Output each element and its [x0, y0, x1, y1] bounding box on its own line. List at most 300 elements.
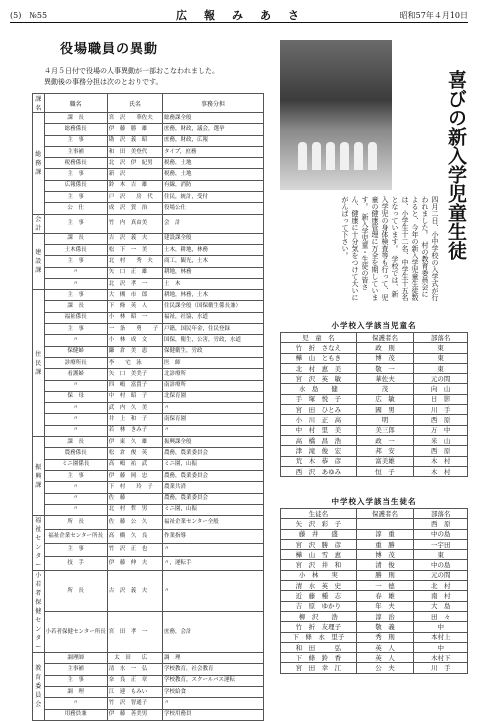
student-name: 近 藤 種 志: [281, 591, 357, 601]
column-header: 課名: [33, 94, 45, 113]
duties: 耕地，林務，土木: [163, 290, 264, 301]
guardian-name: 華佐夫: [356, 374, 414, 384]
duties: 有線，消防: [163, 180, 264, 191]
personnel-intro: [44, 66, 219, 88]
student-row: [281, 581, 468, 591]
personnel-row: [33, 529, 264, 543]
personnel-row: [33, 504, 264, 515]
duties: 調 理: [163, 653, 264, 664]
guardian-name: 明: [356, 415, 414, 425]
job-title: 〃: [44, 380, 107, 391]
student-name: 清 水 英 史: [281, 581, 357, 591]
duties: 〃: [163, 403, 264, 414]
staff-name: 奈 良 正 章: [107, 675, 162, 686]
duties: 土木，耕地，林務: [163, 244, 264, 255]
personnel-row: [33, 244, 264, 255]
student-row: [281, 550, 468, 560]
issue-date: 昭和57年４月10日: [399, 11, 468, 20]
guardian-name: 富美雄: [356, 456, 414, 466]
duties: 総務課全般: [163, 113, 264, 124]
student-name: 高 橋 昌 浩: [281, 435, 357, 445]
village-name: 日 影: [414, 394, 468, 404]
duties: 学校用務員: [163, 709, 264, 720]
duties: 〃: [163, 543, 264, 557]
middle-table-body: [281, 519, 468, 673]
page-number: (5) №55: [10, 11, 48, 20]
personnel-row: [33, 414, 264, 425]
guardian-name: 清 俊: [356, 560, 414, 570]
job-title: 公 仕: [44, 203, 107, 214]
student-name: 藤 井 盛: [281, 529, 357, 539]
student-row: [281, 539, 468, 549]
student-name: 吉 原 ゆかり: [281, 601, 357, 611]
article-title: 喜びの新入学児童生徒: [445, 70, 467, 260]
job-title: 主 事: [44, 324, 107, 335]
personnel-row: [33, 113, 264, 124]
duties: 〃: [163, 698, 264, 709]
student-row: [281, 343, 468, 353]
student-name: 下 條 鈴 香: [281, 653, 357, 663]
duties: 福祉企業センター全般: [163, 516, 264, 530]
personnel-row: [33, 380, 264, 391]
student-name: 西 沢 あゆみ: [281, 466, 357, 476]
staff-name: 伊 藤 勝 雄: [107, 124, 162, 135]
village-name: 南 村: [414, 591, 468, 601]
duties: 農業共済: [163, 482, 264, 493]
staff-name: 矢 口 美美子: [107, 369, 162, 380]
staff-name: 松 下 一 美: [107, 244, 162, 255]
duties: 〃: [163, 571, 264, 612]
job-title: 主 事: [44, 192, 107, 203]
village-name: 向 山: [414, 384, 468, 394]
duties: 税務，土地: [163, 158, 264, 169]
job-title: 診療所長: [44, 357, 107, 368]
column-header: 生徒名: [281, 509, 357, 519]
duties: 耕地，林務: [163, 267, 264, 278]
guardian-name: 公 夫: [356, 663, 414, 673]
staff-name: 小 林 昭 一: [107, 312, 162, 323]
duties: 振興課全般: [163, 437, 264, 448]
personnel-row: [33, 301, 264, 312]
personnel-row: [33, 543, 264, 557]
job-title: 〃: [44, 278, 107, 289]
personnel-title: 役場職員の異動: [60, 42, 159, 57]
duties: 福祉，社協，水道: [163, 312, 264, 323]
department-name: 振興課: [33, 437, 45, 516]
duties: 医 師: [163, 357, 264, 368]
personnel-row: [33, 203, 264, 214]
personnel-row: [33, 698, 264, 709]
intro-line: ４月５日付で役場の人事異動が一部おこなわれました。: [44, 67, 219, 75]
student-row: [281, 363, 468, 373]
job-title: 総務係長: [44, 124, 107, 135]
department-name: 建設課: [33, 233, 45, 289]
page-header: [10, 6, 468, 22]
student-row: [281, 446, 468, 456]
village-name: 米 山: [414, 435, 468, 445]
student-name: 手 塚 悦 子: [281, 394, 357, 404]
personnel-row: [33, 256, 264, 267]
staff-name: 小 林 成 文: [107, 335, 162, 346]
personnel-row: [33, 664, 264, 675]
duties: 北保育園: [163, 391, 264, 402]
duties: 農務，農業委員会: [163, 493, 264, 504]
personnel-row: [33, 653, 264, 664]
header-rule: [10, 22, 468, 23]
job-title: 調 理: [44, 686, 107, 697]
student-name: 竹 折 さなえ: [281, 343, 357, 353]
guardian-name: 恒 子: [356, 466, 414, 476]
duties: 農務，農業委員会: [163, 470, 264, 481]
staff-name: 大 槻 市 郎: [107, 290, 162, 301]
personnel-row: [33, 557, 264, 571]
staff-name: 竹 沢 智通子: [107, 698, 162, 709]
job-title: 主 事: [44, 135, 107, 146]
job-title: 土木係長: [44, 244, 107, 255]
student-row: [281, 394, 468, 404]
column-header: 保護者名: [356, 333, 414, 343]
personnel-row: [33, 135, 264, 146]
personnel-row: [33, 391, 264, 402]
personnel-row: [33, 709, 264, 720]
job-title: 主 事: [44, 169, 107, 180]
staff-name: 北 村 哲 男: [107, 504, 162, 515]
village-name: 中: [414, 622, 468, 632]
personnel-row: [33, 278, 264, 289]
department-name: 教育委員会: [33, 653, 45, 721]
job-title: 〃: [44, 482, 107, 493]
duties: 学校教育，社会教育: [163, 664, 264, 675]
village-name: 一宇田: [414, 539, 468, 549]
job-title: 主 事: [44, 675, 107, 686]
staff-name: 宮 田 孝 一: [107, 612, 162, 653]
job-title: 農務係長: [44, 448, 107, 459]
village-name: 木 村: [414, 466, 468, 476]
staff-name: 矢 口 正 雄: [107, 267, 162, 278]
staff-name: 宮 沢 華佐夫: [107, 113, 162, 124]
guardian-name: 重 勝: [356, 539, 414, 549]
guardian-name: 淳 重: [356, 529, 414, 539]
village-name: 西 原: [414, 519, 468, 529]
personnel-row: [33, 124, 264, 135]
student-name: 樺 山 雪 恵: [281, 550, 357, 560]
duties: 〃，運転手: [163, 557, 264, 571]
personnel-row: [33, 180, 264, 191]
staff-name: 新 沢: [107, 169, 162, 180]
job-title: 主 事: [44, 214, 107, 233]
staff-name: 北 沢 孝 一: [107, 278, 162, 289]
personnel-row: [33, 482, 264, 493]
duties: 北診療所: [163, 369, 264, 380]
student-row: [281, 415, 468, 425]
guardian-name: 博 茂: [356, 550, 414, 560]
village-name: 西 原: [414, 415, 468, 425]
job-title: 広報係長: [44, 180, 107, 191]
staff-name: 清 水 一 弘: [107, 664, 162, 675]
column-header: 部落名: [414, 509, 468, 519]
personnel-row: [33, 357, 264, 368]
personnel-row: [33, 493, 264, 504]
duties: 商工，観光，土木: [163, 256, 264, 267]
staff-name: 太 田 広: [107, 653, 162, 664]
guardian-name: [356, 519, 414, 529]
personnel-row: [33, 403, 264, 414]
village-name: 東: [414, 550, 468, 560]
newsletter-title: 広 報 み あ さ: [176, 9, 302, 22]
village-name: 川 手: [414, 405, 468, 415]
student-name: 荒 木 恭 彦: [281, 456, 357, 466]
guardian-name: 秀 則: [356, 632, 414, 642]
staff-name: 伊 藤 岡 忠: [107, 470, 162, 481]
personnel-row: [33, 146, 264, 157]
student-row: [281, 466, 468, 476]
job-title: 小若者保健センター所長: [44, 612, 107, 653]
personnel-row: [33, 516, 264, 530]
village-name: 中: [414, 642, 468, 652]
personnel-row: [33, 425, 264, 436]
village-name: 東: [414, 363, 468, 373]
staff-name: 和 田 美登代: [107, 146, 162, 157]
column-header: 氏名: [107, 94, 162, 113]
job-title: 主事補: [44, 146, 107, 157]
personnel-row: [33, 571, 264, 612]
village-name: 中の島: [414, 560, 468, 570]
staff-name: 若 林 きみ子: [107, 425, 162, 436]
duties: 農務，農業委員会: [163, 448, 264, 459]
student-name: 下 條 永 里子: [281, 632, 357, 642]
staff-name: 一 条 勇 子: [107, 324, 162, 335]
job-title: 課 長: [44, 301, 107, 312]
personnel-row: [33, 346, 264, 357]
village-name: 川 手: [414, 663, 468, 673]
job-title: 〃: [44, 414, 107, 425]
job-title: 課 長: [44, 233, 107, 244]
guardian-name: 博 茂: [356, 353, 414, 363]
job-title: 〃: [44, 493, 107, 504]
duties: 税務，土地: [163, 169, 264, 180]
village-name: 本村上: [414, 632, 468, 642]
personnel-row: [33, 612, 264, 653]
personnel-row: [33, 686, 264, 697]
personnel-row: [33, 233, 264, 244]
student-name: 柳 沢 浩: [281, 611, 357, 621]
guardian-name: 年 夫: [356, 601, 414, 611]
student-name: 中 村 里 美: [281, 425, 357, 435]
student-row: [281, 560, 468, 570]
student-name: 宮 田 ひとみ: [281, 405, 357, 415]
staff-name: 北 沢 伊 紀男: [107, 158, 162, 169]
student-row: [281, 353, 468, 363]
student-row: [281, 632, 468, 642]
student-row: [281, 591, 468, 601]
department-name: 小若者保健センター: [33, 571, 45, 653]
staff-name: 戸 沢 房 代: [107, 192, 162, 203]
staff-name: 髙 橋 久 良: [107, 529, 162, 543]
job-title: ミニ園係長: [44, 459, 107, 470]
job-title: 主事補: [44, 664, 107, 675]
job-title: 看護婦: [44, 369, 107, 380]
personnel-row: [33, 675, 264, 686]
job-title: 税務係長: [44, 158, 107, 169]
staff-name: 四 嶋 富貴子: [107, 380, 162, 391]
village-name: 東: [414, 353, 468, 363]
job-title: 〃: [44, 425, 107, 436]
staff-name: 井 上 和 子: [107, 414, 162, 425]
village-name: 万 中: [414, 425, 468, 435]
staff-name: 下 條 英 人: [107, 301, 162, 312]
middle-caption: 中学校入学該当生徒名: [331, 497, 417, 506]
village-name: 田 々: [414, 611, 468, 621]
staff-name: 鎌 倉 美 恵: [107, 346, 162, 357]
guardian-name: 広 敏: [356, 394, 414, 404]
personnel-row: [33, 169, 264, 180]
personnel-row: [33, 459, 264, 470]
guardian-name: 勝 則: [356, 570, 414, 580]
student-row: [281, 570, 468, 580]
job-title: 所 長: [44, 516, 107, 530]
student-name: 北 村 恵 美: [281, 363, 357, 373]
personnel-row: [33, 437, 264, 448]
guardian-name: 美三郎: [356, 425, 414, 435]
staff-name: 伊 藤 善美男: [107, 709, 162, 720]
job-title: 〃: [44, 267, 107, 278]
department-name: 会計: [33, 214, 45, 233]
duties: タイプ，庶務: [163, 146, 264, 157]
personnel-row: [33, 214, 264, 233]
staff-name: 佐 藤: [107, 493, 162, 504]
personnel-table-body: [33, 113, 264, 721]
guardian-name: 敬 義: [356, 622, 414, 632]
guardian-name: 英 人: [356, 653, 414, 663]
staff-name: 竹 内 真由美: [107, 214, 162, 233]
column-header: 児 童 名: [281, 333, 357, 343]
job-title: 〃: [44, 335, 107, 346]
staff-name: 武 内 久 美: [107, 403, 162, 414]
primary-table: [280, 332, 468, 477]
job-title: 〃: [44, 403, 107, 414]
student-name: 矢 沢 彩 子: [281, 519, 357, 529]
staff-name: 竹 沢 正 也: [107, 543, 162, 557]
student-name: 小 川 正 高: [281, 415, 357, 425]
duties: ミニ園，山振: [163, 504, 264, 515]
job-title: 用務員兼: [44, 709, 107, 720]
student-row: [281, 529, 468, 539]
guardian-name: 政 則: [356, 343, 414, 353]
job-title: 保 母: [44, 391, 107, 402]
department-name: 住民課: [33, 290, 45, 437]
staff-name: 佐 藤 公 久: [107, 516, 162, 530]
student-name: 宮 沢 井 和: [281, 560, 357, 570]
job-title: 課 長: [44, 113, 107, 124]
village-name: 木 村: [414, 456, 468, 466]
student-row: [281, 519, 468, 529]
village-name: 北 村: [414, 581, 468, 591]
intro-line: 異動後の事務分担は次のとおりです。: [44, 78, 163, 86]
student-name: 宮 沢 勝 彦: [281, 539, 357, 549]
duties: 学校給食: [163, 686, 264, 697]
article-body: 四月二日、小中学校の入学式が行われました。 村の教育委員会によると、今年の新入学児童生徒数は、小学生十二名、中学生十五名となっています。 学校では、新入学児の身体検査等も行って、児童の健康管理に万全を期しています。 新入学児童・生徒の皆さん、健康に十分気をつけて大いにがんばって下さい。: [341, 196, 439, 301]
guardian-name: 邦 安: [356, 446, 414, 456]
job-title: 福祉係長: [44, 312, 107, 323]
job-title: 課 長: [44, 437, 107, 448]
job-title: 〃: [44, 504, 107, 515]
guardian-name: 淳 治: [356, 611, 414, 621]
guardian-name: 茂: [356, 384, 414, 394]
job-title: 主 事: [44, 290, 107, 301]
duties: 作業指導: [163, 529, 264, 543]
student-name: 水 島 健: [281, 384, 357, 394]
guardian-name: 英 人: [356, 642, 414, 652]
student-row: [281, 456, 468, 466]
staff-name: 伊 東 久 雄: [107, 437, 162, 448]
student-row: [281, 384, 468, 394]
column-header: 事務分担: [163, 94, 264, 113]
duties: 学校教育，スクールバス運転: [163, 675, 264, 686]
personnel-row: [33, 369, 264, 380]
duties: 役場公仕: [163, 203, 264, 214]
staff-name: 北 村 秀 夫: [107, 256, 162, 267]
job-title: 福祉企業センター所長: [44, 529, 107, 543]
personnel-row: [33, 290, 264, 301]
student-name: 竹 折 友理子: [281, 622, 357, 632]
job-title: 主 事: [44, 256, 107, 267]
duties: 住民，統計，受付: [163, 192, 264, 203]
guardian-name: 一 德: [356, 581, 414, 591]
student-row: [281, 425, 468, 435]
duties: 建設課全般: [163, 233, 264, 244]
personnel-row: [33, 267, 264, 278]
staff-name: 江 連 もみい: [107, 686, 162, 697]
duties: 土 木: [163, 278, 264, 289]
duties: 庶務，財政，広報: [163, 135, 264, 146]
duties: 保健衛生，労政: [163, 346, 264, 357]
staff-name: 勘 沢 義 昭: [107, 135, 162, 146]
guardian-name: 敬 一: [356, 363, 414, 373]
personnel-row: [33, 192, 264, 203]
job-title: 保健婦: [44, 346, 107, 357]
student-name: 和 田 弘: [281, 642, 357, 652]
job-title: 〃: [44, 698, 107, 709]
duties: 戸籍，国民年金，住民登録: [163, 324, 264, 335]
staff-name: 松 倉 俊 英: [107, 448, 162, 459]
student-row: [281, 653, 468, 663]
personnel-row: [33, 158, 264, 169]
village-name: 東: [414, 343, 468, 353]
column-header: 保護者名: [356, 509, 414, 519]
personnel-table: [32, 93, 264, 721]
guardian-name: 國 男: [356, 405, 414, 415]
personnel-row: [33, 324, 264, 335]
student-name: 宮 田 幸 江: [281, 663, 357, 673]
job-title: 調理師: [44, 653, 107, 664]
department-name: 福祉センター: [33, 516, 45, 571]
job-title: 技 手: [44, 557, 107, 571]
village-name: 元の間: [414, 374, 468, 384]
staff-name: 李 宅 泳: [107, 357, 162, 368]
student-row: [281, 405, 468, 415]
personnel-row: [33, 448, 264, 459]
staff-name: 古 沢 義 夫: [107, 571, 162, 612]
job-title: 主 事: [44, 470, 107, 481]
ceremony-photo: [280, 40, 392, 190]
village-name: 元の間: [414, 570, 468, 580]
duties: 庶務，会計: [163, 612, 264, 653]
student-name: 津 滝 俊 宏: [281, 446, 357, 456]
duties: 南診療所: [163, 380, 264, 391]
student-row: [281, 642, 468, 652]
student-row: [281, 374, 468, 384]
job-title: 主 事: [44, 543, 107, 557]
